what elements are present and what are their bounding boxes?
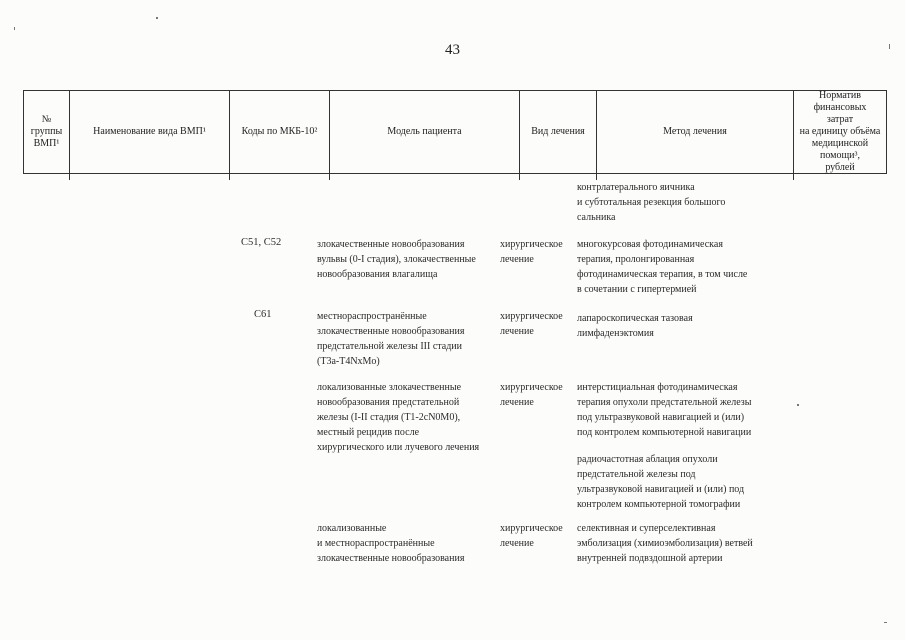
row3-treatment-type: хирургическое лечение (500, 382, 563, 408)
row3-treatment-method-b: радиочастотная аблация опухоли предстательной железы под ультразвуковой навигацией и (или) под контролем компьютерной томографии (577, 454, 745, 510)
row2-mkb-code: С61 (254, 309, 272, 320)
header-group-number: № группы ВМП¹ (24, 91, 70, 173)
row2-treatment-type: хирургическое лечение (500, 311, 563, 337)
header-treatment-type: Вид лечения (520, 91, 597, 173)
scan-speck (156, 17, 158, 19)
row4-treatment-method: селективная и суперселективная эмболизация (химиоэмболизация) ветвей внутренней подвздошной артерии (577, 523, 753, 564)
scan-speck (884, 622, 887, 623)
row4-treatment-type: хирургическое лечение (500, 523, 563, 549)
header-treatment-method: Метод лечения (597, 91, 794, 173)
row2-patient-model: местнораспространённые злокачественные новообразования предстательной железы III стадии (T3a-T4NxMo) (317, 311, 465, 367)
row0-method: контрлатерального яичника и субтотальная резекция большого сальника (577, 182, 726, 223)
row3-treatment-method-a: интерстициальная фотодинамическая терапия опухоли предстательной железы под ультразвуковой навигацией и (или) под контролем компьютерной навигации (577, 382, 752, 438)
column-divider (519, 174, 520, 180)
page-number: 43 (445, 42, 460, 58)
row1-patient-model: злокачественные новообразования вульвы (0-I стадия), злокачественные новообразования влагалища (317, 239, 476, 280)
header-patient-model: Модель пациента (330, 91, 520, 173)
row1-treatment-type: хирургическое лечение (500, 239, 563, 265)
row3-patient-model: локализованные злокачественные новообразования предстательной железы (I-II стадия (T1-2cN0M0), местный рецидив после хирургического или лучевого лечения (317, 382, 480, 453)
scan-speck (889, 44, 890, 49)
scan-speck (14, 27, 15, 30)
row2-treatment-method: лапароскопическая тазовая лимфаденэктомия (577, 313, 693, 339)
scan-speck (797, 404, 799, 406)
row4-patient-model: локализованные и местнораспространённые злокачественные новообразования (317, 523, 465, 564)
column-divider (229, 174, 230, 180)
column-divider (69, 174, 70, 180)
column-divider (793, 174, 794, 180)
header-vmp-name: Наименование вида ВМП¹ (70, 91, 230, 173)
row1-mkb-code: С51, С52 (241, 237, 282, 248)
header-mkb-codes: Коды по МКБ-10² (230, 91, 330, 173)
row1-treatment-method: многокурсовая фотодинамическая терапия, пролонгированная фотодинамическая терапия, в том числе в сочетании с гипертермией (577, 239, 748, 295)
table-header (23, 90, 887, 174)
header-financial-norm: Норматив финансовых затрат на единицу объёма медицинской помощи³, рублей (799, 90, 881, 173)
column-divider (329, 174, 330, 180)
